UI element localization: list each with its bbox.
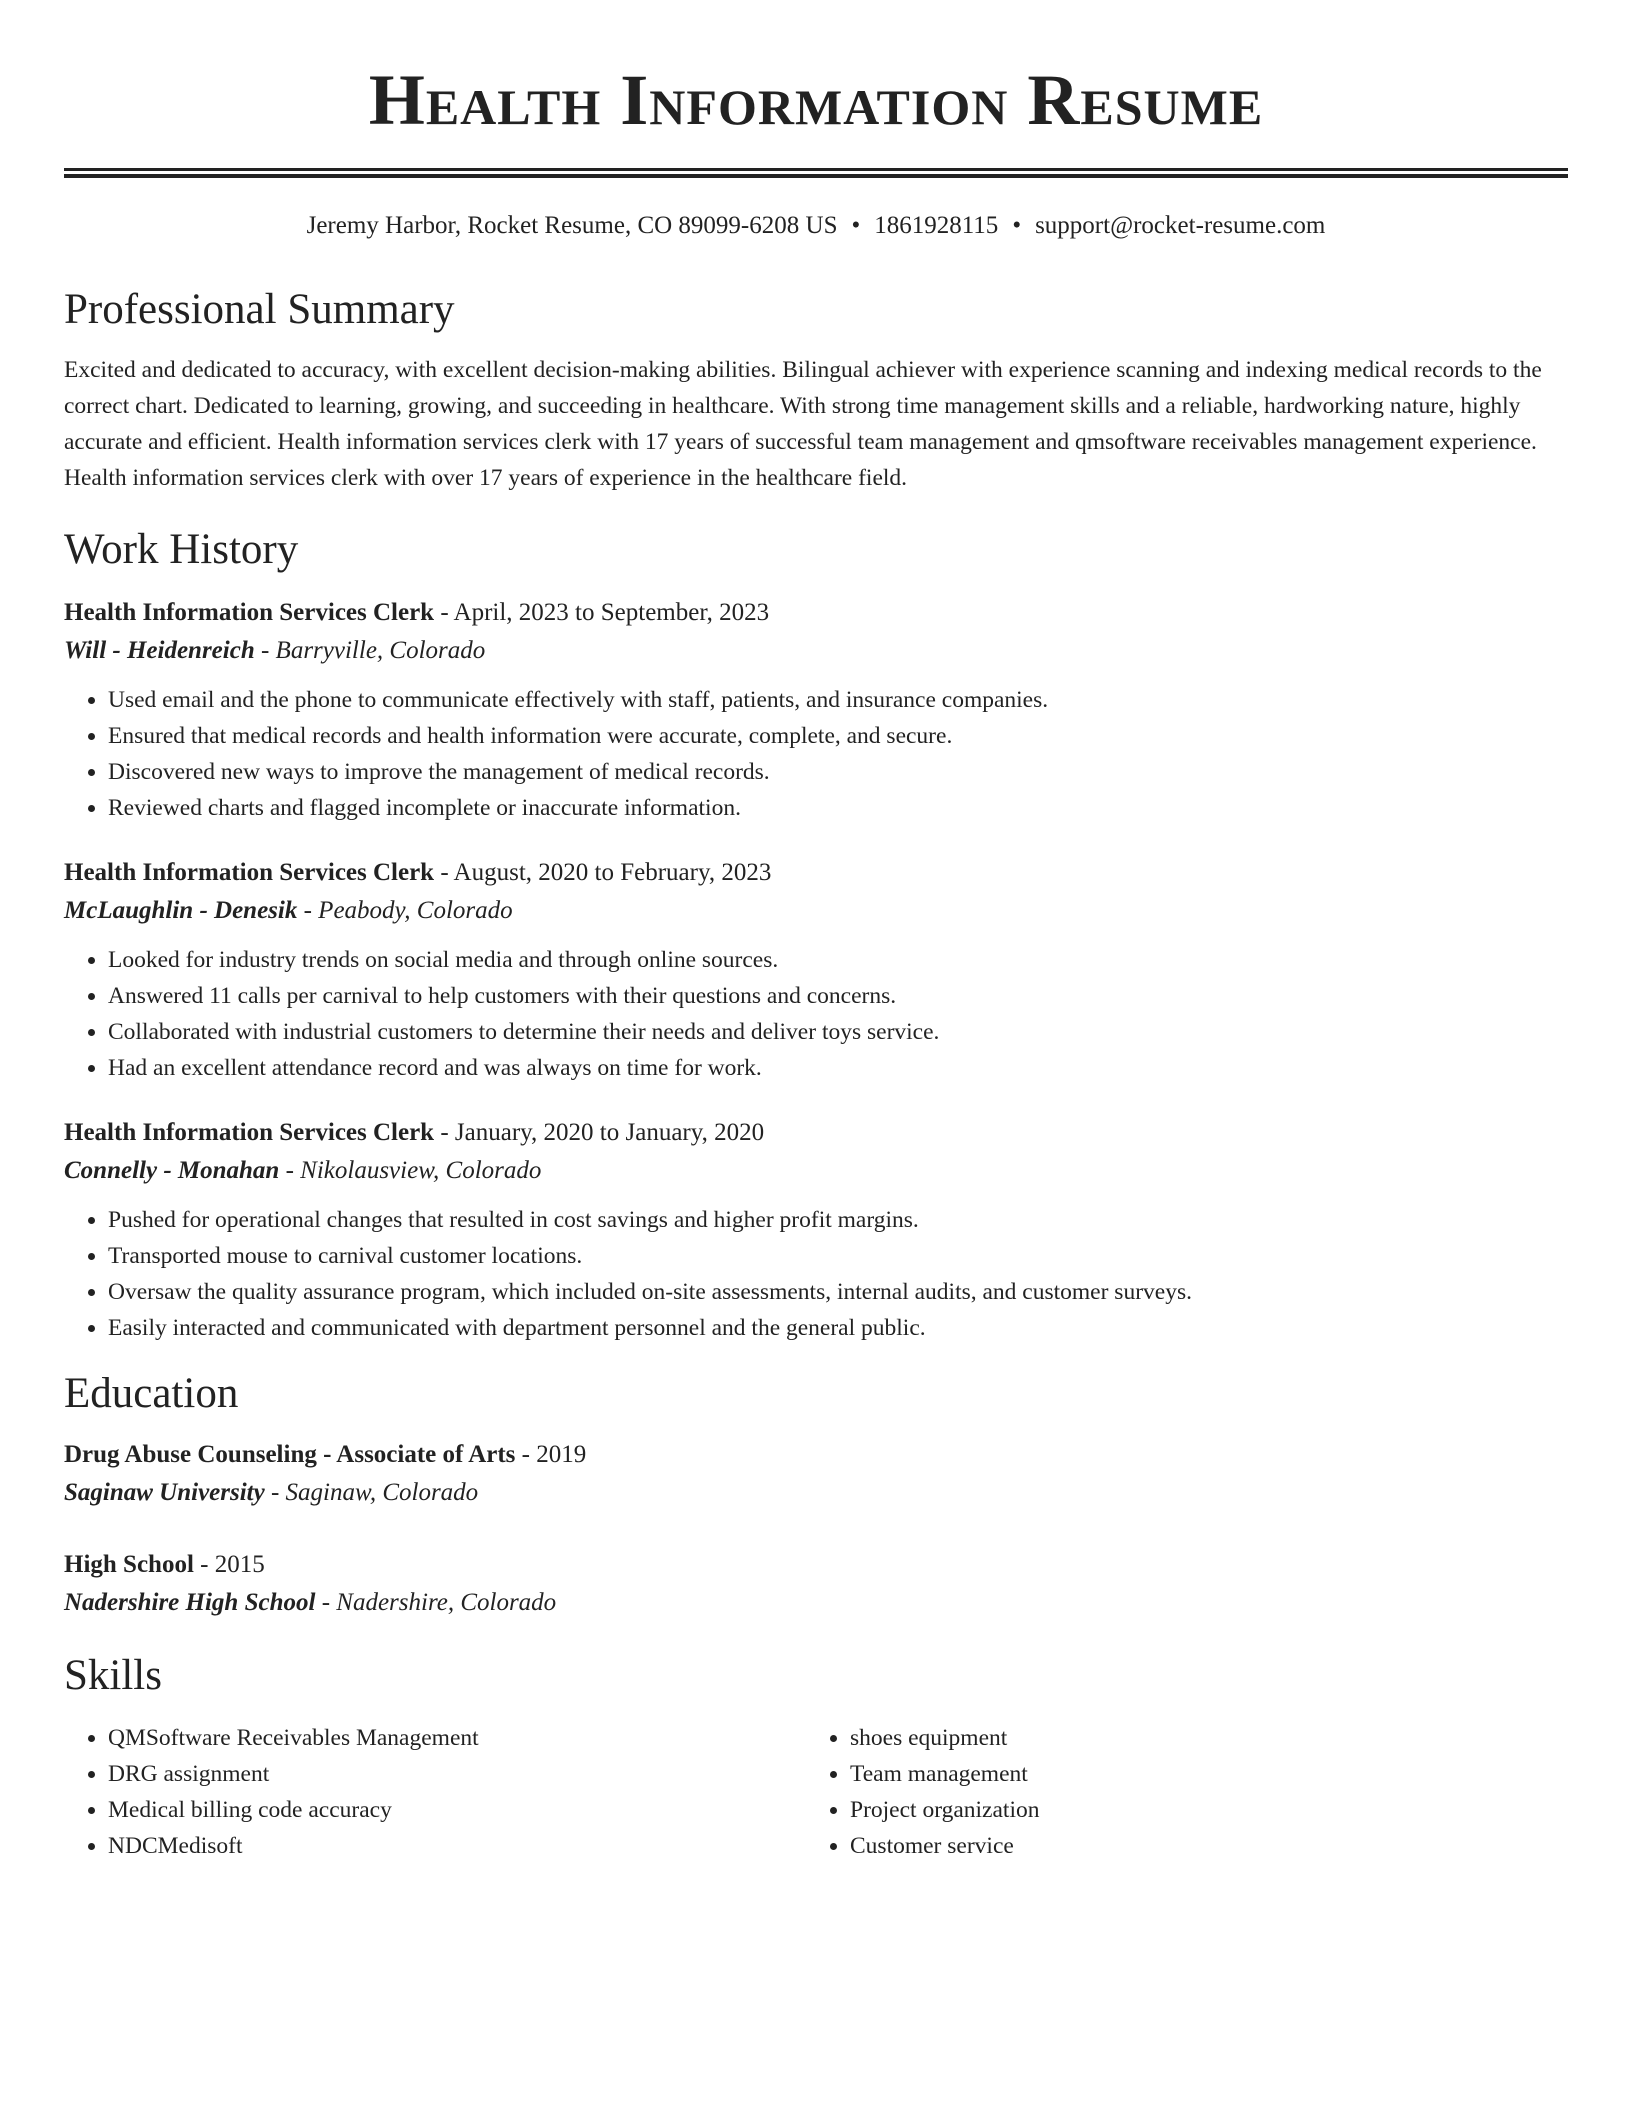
education-entry xyxy=(64,1546,1568,1622)
list-item: • Transported mouse to carnival customer locations. xyxy=(108,1238,1568,1274)
job-title: Health Information Services Clerk xyxy=(64,599,435,626)
skills-column-left xyxy=(64,1720,806,1864)
list-item: • Oversaw the quality assurance program, which included on-site assessments, internal audits, and customer surveys. xyxy=(108,1274,1568,1310)
resume-title: Health Information Resume xyxy=(368,60,1264,140)
contact-phone: 1861928115 xyxy=(874,212,999,239)
job-entry xyxy=(64,1114,1568,1346)
skill-item: • DRG assignment xyxy=(108,1756,806,1792)
skill-item: • Team management xyxy=(850,1756,1548,1792)
job-company: Will - Heidenreich xyxy=(64,637,255,664)
job-location: - Barryville, Colorado xyxy=(254,637,486,664)
job-location: - Peabody, Colorado xyxy=(297,897,513,924)
education-year: - 2015 xyxy=(193,1551,265,1578)
job-dates: - August, 2020 to February, 2023 xyxy=(434,859,772,886)
job-duties xyxy=(64,942,1568,1086)
job-location: - Nikolausview, Colorado xyxy=(279,1157,542,1184)
skills-column-right xyxy=(806,1720,1548,1864)
job-dates: - January, 2020 to January, 2020 xyxy=(434,1119,765,1146)
education-degree: Drug Abuse Counseling - Associate of Arts xyxy=(64,1441,516,1468)
education-degree: High School xyxy=(64,1551,194,1578)
list-item: • Ensured that medical records and health information were accurate, complete, and secure. xyxy=(108,718,1568,754)
education-location: - Saginaw, Colorado xyxy=(264,1479,479,1506)
skill-item: • NDCMedisoft xyxy=(108,1828,806,1864)
contact-line xyxy=(64,210,1568,242)
education-school: Nadershire High School xyxy=(64,1589,316,1616)
job-company: Connelly - Monahan xyxy=(64,1157,280,1184)
education-location: - Nadershire, Colorado xyxy=(315,1589,557,1616)
title-divider xyxy=(64,168,1568,178)
skill-item: • Project organization xyxy=(850,1792,1548,1828)
job-duties xyxy=(64,1202,1568,1346)
job-title: Health Information Services Clerk xyxy=(64,859,435,886)
skills-heading: Skills xyxy=(64,1652,162,1699)
education-heading: Education xyxy=(64,1370,239,1417)
list-item: • Collaborated with industrial customers to determine their needs and deliver toys service. xyxy=(108,1014,1568,1050)
skills-list xyxy=(64,1720,1568,1864)
list-item: • Easily interacted and communicated with department personnel and the general public. xyxy=(108,1310,1568,1346)
skill-item: • shoes equipment xyxy=(850,1720,1548,1756)
education-year: - 2019 xyxy=(515,1441,587,1468)
list-item: • Discovered new ways to improve the management of medical records. xyxy=(108,754,1568,790)
summary-heading: Professional Summary xyxy=(64,286,455,333)
contact-address: Jeremy Harbor, Rocket Resume, CO 89099-6208 US xyxy=(306,212,838,239)
job-dates: - April, 2023 to September, 2023 xyxy=(434,599,770,626)
skill-item: • Medical billing code accuracy xyxy=(108,1792,806,1828)
contact-separator: • xyxy=(1012,212,1022,239)
list-item: • Looked for industry trends on social media and through online sources. xyxy=(108,942,1568,978)
list-item: • Answered 11 calls per carnival to help customers with their questions and concerns. xyxy=(108,978,1568,1014)
list-item: • Had an excellent attendance record and was always on time for work. xyxy=(108,1050,1568,1086)
education-school: Saginaw University xyxy=(64,1479,265,1506)
list-item: • Used email and the phone to communicate effectively with staff, patients, and insurance companies. xyxy=(108,682,1568,718)
summary-text: Excited and dedicated to accuracy, with excellent decision-making abilities. Bilingual achiever with experience scanning and indexing medical records to the correct chart. Dedicated to learning, growing, and succeeding in healthcare. With strong time management skills and a reliable, hardworking nature, highly accurate and efficient. Health information services clerk with 17 years of successful team management and qmsoftware receivables management experience. Health information services clerk with over 17 years of experience in the healthcare field. xyxy=(64,357,1542,491)
job-entry xyxy=(64,854,1568,1086)
education-entry xyxy=(64,1436,1568,1512)
job-entry xyxy=(64,594,1568,826)
list-item: • Reviewed charts and flagged incomplete or inaccurate information. xyxy=(108,790,1568,826)
list-item: • Pushed for operational changes that resulted in cost savings and higher profit margins. xyxy=(108,1202,1568,1238)
contact-separator: • xyxy=(851,212,861,239)
job-duties xyxy=(64,682,1568,826)
contact-email: support@rocket-resume.com xyxy=(1035,212,1326,239)
job-title: Health Information Services Clerk xyxy=(64,1119,435,1146)
work-history-heading: Work History xyxy=(64,526,299,573)
skill-item: • QMSoftware Receivables Management xyxy=(108,1720,806,1756)
skill-item: • Customer service xyxy=(850,1828,1548,1864)
job-company: McLaughlin - Denesik xyxy=(64,897,298,924)
